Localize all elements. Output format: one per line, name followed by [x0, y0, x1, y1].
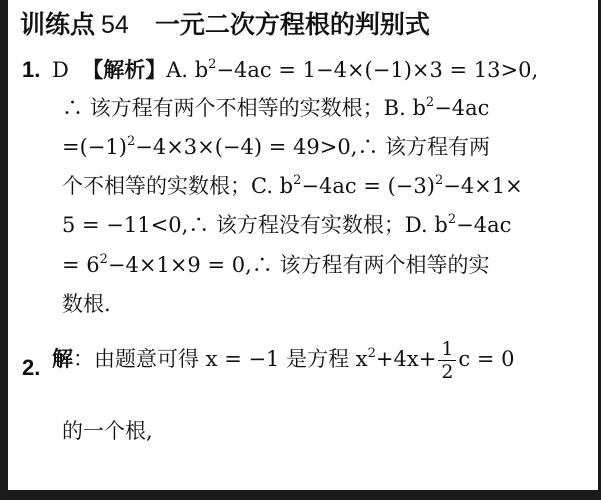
- q1-line-7-a: 数根.: [62, 292, 111, 316]
- q1-line-3-a: =(−1): [62, 135, 127, 159]
- q1-line-3-sup: 2: [126, 134, 136, 149]
- q2-line-1: [52, 338, 514, 398]
- q1-line-4-c: −4×1×: [443, 174, 523, 198]
- title-prefix: 训练点: [20, 10, 96, 39]
- q2-text-a: ：由题意可得 x = −1 是方程 x: [73, 347, 368, 371]
- q1-line-5-sup: 2: [447, 212, 457, 227]
- q1-line-1-b: −4ac = 1−4×(−1)×3 = 13>0,: [216, 58, 539, 82]
- q1-line-4-sup-2: 2: [434, 173, 444, 188]
- q2-fraction-denominator: 2: [441, 361, 454, 383]
- q1-line-1: [52, 51, 538, 89]
- q1-line-2-sup: 2: [425, 95, 435, 110]
- section-title: [20, 7, 430, 43]
- q2-fraction-numerator: 1: [438, 338, 456, 361]
- q1-analysis-tag: 【解析】: [82, 58, 167, 82]
- scan-border-bottom: [0, 490, 601, 500]
- q1-line-3: [62, 128, 490, 166]
- scan-border-left: [0, 0, 8, 500]
- q1-line-2-a: ∴ 该方程有两个不相等的实数根；B. b: [62, 96, 426, 120]
- q1-line-5-b: −4ac: [456, 213, 512, 237]
- q1-line-6-sup: 2: [99, 252, 108, 267]
- q1-line-3-b: −4×3×(−4) = 49>0,∴ 该方程有两: [135, 135, 491, 159]
- q1-line-7: [62, 285, 111, 323]
- question-1-number: 1.: [22, 57, 41, 82]
- q1-line-6-a: = 6: [62, 253, 100, 277]
- question-2-number: 2.: [22, 355, 41, 380]
- q1-line-6: [62, 246, 489, 284]
- q1-line-4-b: −4ac = (−3): [301, 174, 435, 198]
- q1-line-4: [62, 167, 523, 205]
- q1-line-5-a: 5 = −11<0,∴ 该方程没有实数根；D. b: [62, 213, 448, 237]
- title-number: 54: [101, 11, 129, 39]
- q2-text-c: c = 0: [458, 347, 515, 371]
- q2-line-2: 的一个根,: [62, 419, 153, 443]
- q2-text-b: +4x+: [375, 347, 437, 371]
- q2-solution-label: 解: [52, 347, 73, 371]
- q1-line-2: [62, 89, 489, 127]
- q2-x-sup: 2: [367, 346, 376, 361]
- q1-line-4-a: 个不相等的实数根；C. b: [62, 174, 294, 198]
- q1-line-5: [62, 206, 511, 244]
- title-topic: 一元二次方程根的判别式: [154, 10, 430, 39]
- q1-line-1-a: A. b: [166, 58, 209, 82]
- q1-answer: D: [52, 58, 69, 82]
- q1-line-2-b: −4ac: [434, 96, 490, 120]
- q1-line-6-b: −4×1×9 = 0,∴ 该方程有两个相等的实: [107, 253, 490, 277]
- q1-line-1-sup: 2: [208, 57, 217, 72]
- q1-line-4-sup: 2: [293, 173, 302, 188]
- q2-fraction: [438, 338, 456, 383]
